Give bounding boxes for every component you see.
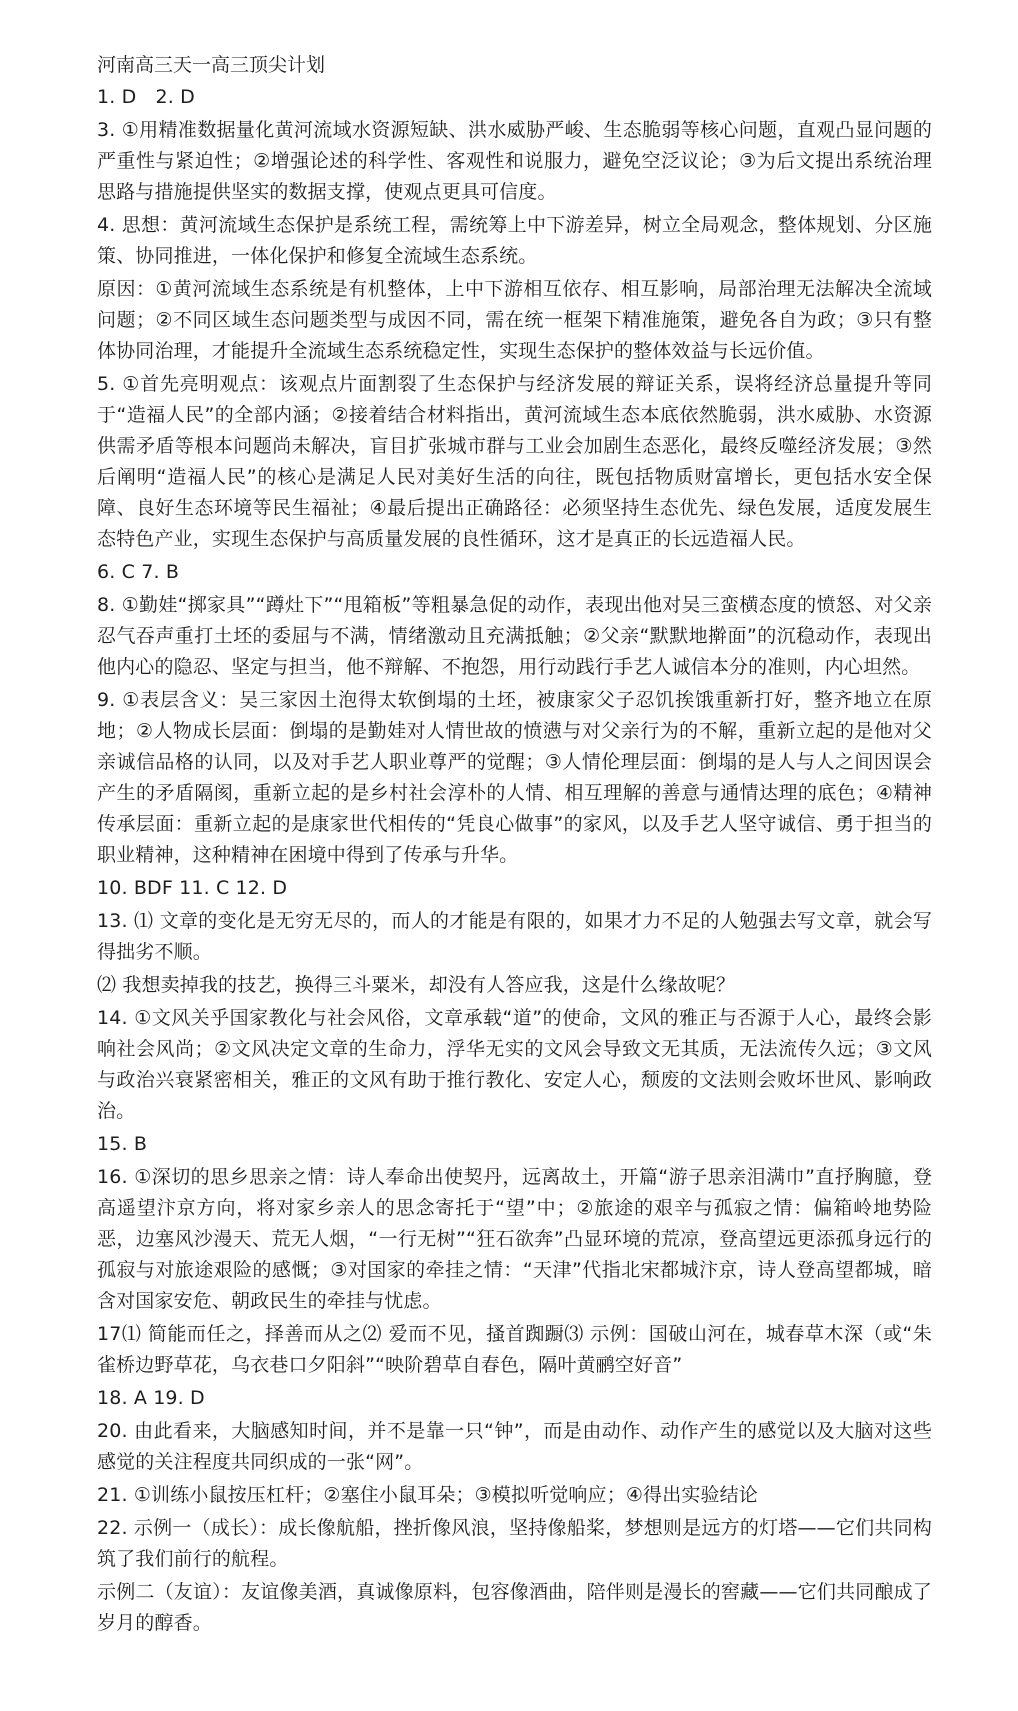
answer-q16: 16. ①深切的思乡思亲之情：诗人奉命出使契丹，远离故土，开篇“游子思亲泪满巾”直抒胸臆，登高遥望汴京方向，将对家乡亲人的思念寄托于“望”中；②旅途的艰辛与孤寂之情：偏箱岭地势险恶，边塞风沙漫天、荒无人烟，“一行无树”“狂石欲奔”凸显环境的荒凉，登高望远更添孤身远行的孤寂与对旅途艰险的感慨；③对国家的牵挂之情：“天津”代指北宋都城汴京，诗人登高望都城，暗含对国家安危、朝政民生的牵挂与忧虑。 [97, 1166, 932, 1312]
answer-q13-1: 13. ⑴ 文章的变化是无穷无尽的，而人的才能是有限的，如果才力不足的人勉强去写文章，就会写得拙劣不顺。 [97, 910, 932, 963]
answer-q5: 5. ①首先亮明观点：该观点片面割裂了生态保护与经济发展的辩证关系，误将经济总量提升等同于“造福人民”的全部内涵；②接着结合材料指出，黄河流域生态本底依然脆弱，洪水威胁、水资源供需矛盾等根本问题尚未解决，盲目扩张城市群与工业会加剧生态恶化，最终反噬经济发展；③然后阐明“造福人民”的核心是满足人民对美好生活的向往，既包括物质财富增长，更包括水安全保障、良好生态环境等民生福祉；④最后提出正确路径：必须坚持生态优先、绿色发展，适度发展生态特色产业，实现生态保护与高质量发展的良性循环，这才是真正的长远造福人民。 [97, 373, 932, 550]
answer-q15: 15. B [97, 1133, 148, 1155]
answer-q17: 17⑴ 简能而任之，择善而从之⑵ 爱而不见，搔首踟蹰⑶ 示例：国破山河在，城春草木深（或“朱雀桥边野草花，乌衣巷口夕阳斜”“映阶碧草自春色，隔叶黄鹂空好音” [97, 1323, 932, 1376]
page-title: 河南高三天一高三顶尖计划 [97, 54, 326, 76]
answer-q4-reason: 原因：①黄河流域生态系统是有机整体，上中下游相互依存、相互影响，局部治理无法解决全流域问题；②不同区域生态问题类型与成因不同，需在统一框架下精准施策，避免各自为政；③只有整体协同治理，才能提升全流域生态系统稳定性，实现生态保护的整体效益与长远价值。 [97, 278, 932, 362]
answer-q20: 20. 由此看来，大脑感知时间，并不是靠一只“钟”，而是由动作、动作产生的感觉以及大脑对这些感觉的关注程度共同织成的一张“网”。 [97, 1420, 932, 1473]
answer-q8: 8. ①勤娃“掷家具”“蹲灶下”“甩箱板”等粗暴急促的动作，表现出他对吴三蛮横态度的愤怒、对父亲忍气吞声重打土坯的委屈与不满，情绪激动且充满抵触；②父亲“默默地擀面”的沉稳动作，表现出他内心的隐忍、坚定与担当，他不辩解、不抱怨，用行动践行手艺人诚信本分的准则，内心坦然。 [97, 594, 932, 678]
answer-q4-idea: 4. 思想：黄河流域生态保护是系统工程，需统筹上中下游差异，树立全局观念，整体规划、分区施策、协同推进，一体化保护和修复全流域生态系统。 [97, 214, 932, 267]
answer-q3: 3. ①用精准数据量化黄河流域水资源短缺、洪水威胁严峻、生态脆弱等核心问题，直观凸显问题的严重性与紧迫性；②增强论述的科学性、客观性和说服力，避免空泛议论；③为后文提出系统治理思路与措施提供坚实的数据支撑，使观点更具可信度。 [97, 119, 932, 203]
answer-q6-7: 6. C 7. B [97, 561, 180, 583]
answer-q21: 21. ①训练小鼠按压杠杆；②塞住小鼠耳朵；③模拟听觉响应；④得出实验结论 [97, 1484, 758, 1506]
answer-q10-12: 10. BDF 11. C 12. D [97, 877, 288, 899]
answer-q22-example2: 示例二（友谊）：友谊像美酒，真诚像原料，包容像酒曲，陪伴则是漫长的窖藏——它们共同酿成了岁月的醇香。 [97, 1581, 932, 1634]
answer-q18-19: 18. A 19. D [97, 1387, 205, 1409]
answer-q9: 9. ①表层含义：吴三家因土泡得太软倒塌的土坯，被康家父子忍饥挨饿重新打好，整齐地立在原地；②人物成长层面：倒塌的是勤娃对人情世故的愤懑与对父亲行为的不解，重新立起的是他对父亲诚信品格的认同，以及对手艺人职业尊严的觉醒；③人情伦理层面：倒塌的是人与人之间因误会产生的矛盾隔阂，重新立起的是乡村社会淳朴的人情、相互理解的善意与通情达理的底色；④精神传承层面：重新立起的是康家世代相传的“凭良心做事”的家风，以及手艺人坚守诚信、勇于担当的职业精神，这种精神在困境中得到了传承与升华。 [97, 689, 932, 866]
answer-q14: 14. ①文风关乎国家教化与社会风俗，文章承载“道”的使命，文风的雅正与否源于人心，最终会影响社会风尚；②文风决定文章的生命力，浮华无实的文风会导致文无其质，无法流传久远；③文风与政治兴衰紧密相关，雅正的文风有助于推行教化、安定人心，颓废的文法则会败坏世风、影响政治。 [97, 1007, 932, 1122]
answer-q22-example1: 22. 示例一（成长）：成长像航船，挫折像风浪，坚持像船桨，梦想则是远方的灯塔——它们共同构筑了我们前行的航程。 [97, 1517, 932, 1570]
answer-q1-2: 1. D 2. D [97, 86, 195, 108]
answer-q13-2: ⑵ 我想卖掉我的技艺，换得三斗粟米，却没有人答应我，这是什么缘故呢？ [97, 974, 736, 996]
